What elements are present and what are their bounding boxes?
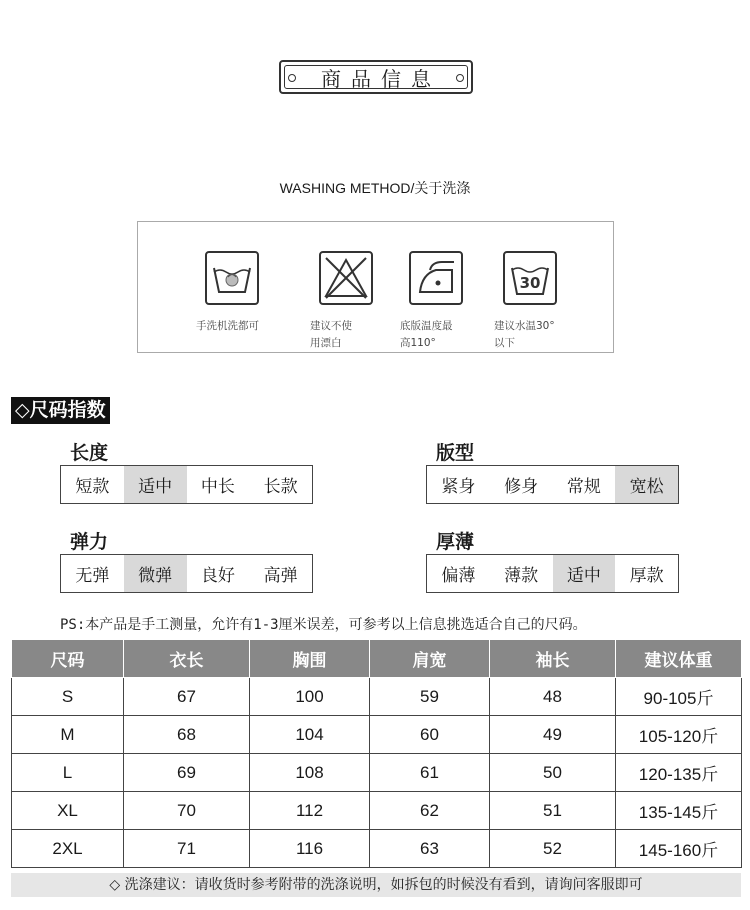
option: 薄款 [504, 566, 539, 586]
option-selected: 适中 [124, 466, 187, 503]
table-row [12, 716, 742, 754]
cell-weight: 135-145斤 [616, 792, 742, 830]
no-bleach-icon [318, 250, 374, 306]
header-chest: 胸围 [250, 640, 370, 678]
table-row [12, 754, 742, 792]
wash-item-hand-machine [196, 250, 286, 335]
option: 厚款 [629, 566, 664, 586]
cell-shoulder: 59 [370, 678, 490, 716]
elasticity-options [60, 554, 313, 593]
cell-weight: 90-105斤 [616, 678, 742, 716]
header-weight: 建议体重 [616, 640, 742, 678]
cell-shoulder: 60 [370, 716, 490, 754]
table-header-row [12, 640, 742, 678]
length-options [60, 465, 313, 504]
cell-shoulder: 62 [370, 792, 490, 830]
option: 中长 [200, 477, 235, 497]
cell-length: 69 [124, 754, 250, 792]
washing-instructions-box [137, 221, 614, 353]
cell-length: 71 [124, 830, 250, 868]
cell-size: M [12, 716, 124, 754]
washing-method-title: WASHING METHOD/关于洗涤 [279, 180, 471, 196]
cell-length: 67 [124, 678, 250, 716]
option-selected: 微弹 [124, 555, 187, 592]
option: 长款 [263, 477, 298, 497]
page-title: 商品信息 [321, 66, 441, 91]
option: 高弹 [263, 566, 298, 586]
size-index-heading: ◇尺码指数 [11, 397, 110, 424]
option: 紧身 [441, 477, 476, 497]
header-length: 衣长 [124, 640, 250, 678]
option: 修身 [504, 477, 539, 497]
option: 短款 [75, 477, 110, 497]
cell-weight: 105-120斤 [616, 716, 742, 754]
table-row [12, 792, 742, 830]
washing-advice-footer: ◇ 洗涤建议：请收货时参考附带的洗涤说明，如拆包的时候没有看到，请询问客服即可 [11, 873, 741, 897]
cell-chest: 100 [250, 678, 370, 716]
hand-machine-wash-icon [204, 250, 260, 306]
option-selected: 适中 [553, 555, 616, 592]
cell-chest: 108 [250, 754, 370, 792]
header-shoulder: 肩宽 [370, 640, 490, 678]
wash-caption: 手洗机洗都可 [196, 320, 259, 332]
cell-sleeve: 52 [490, 830, 616, 868]
iron-icon [408, 250, 464, 306]
table-row [12, 830, 742, 868]
group-title-elasticity: 弹力 [70, 531, 109, 553]
option: 无弹 [75, 566, 110, 586]
cell-size: XL [12, 792, 124, 830]
wash-caption: 底版温度最 高110° [400, 320, 453, 349]
option: 良好 [200, 566, 235, 586]
cell-sleeve: 50 [490, 754, 616, 792]
wash-caption: 建议水温30° 以下 [494, 320, 555, 349]
group-title-thickness: 厚薄 [436, 531, 475, 553]
thickness-options [426, 554, 679, 593]
cell-weight: 145-160斤 [616, 830, 742, 868]
cell-sleeve: 51 [490, 792, 616, 830]
cell-chest: 112 [250, 792, 370, 830]
cell-size: L [12, 754, 124, 792]
table-row [12, 678, 742, 716]
title-plaque [279, 60, 473, 94]
cell-length: 70 [124, 792, 250, 830]
header-size: 尺码 [12, 640, 124, 678]
wash-30-icon [502, 250, 558, 306]
wash-temp-label: 30 [519, 274, 541, 292]
plaque-dot-left [288, 74, 296, 82]
header-sleeve: 袖长 [490, 640, 616, 678]
group-title-fit: 版型 [436, 442, 475, 464]
cell-length: 68 [124, 716, 250, 754]
cell-sleeve: 49 [490, 716, 616, 754]
cell-chest: 116 [250, 830, 370, 868]
cell-shoulder: 61 [370, 754, 490, 792]
cell-sleeve: 48 [490, 678, 616, 716]
cell-shoulder: 63 [370, 830, 490, 868]
wash-caption: 建议不使 用漂白 [310, 320, 352, 349]
size-table [11, 639, 742, 868]
option: 偏薄 [441, 566, 476, 586]
fit-options [426, 465, 679, 504]
wash-item-no-bleach [310, 250, 400, 352]
cell-size: S [12, 678, 124, 716]
wash-item-iron [400, 250, 490, 352]
cell-size: 2XL [12, 830, 124, 868]
option: 常规 [566, 477, 601, 497]
cell-weight: 120-135斤 [616, 754, 742, 792]
wash-item-30-degrees [494, 250, 584, 352]
cell-chest: 104 [250, 716, 370, 754]
option-selected: 宽松 [615, 466, 678, 503]
group-title-length: 长度 [70, 442, 109, 464]
plaque-dot-right [456, 74, 464, 82]
measurement-note: PS:本产品是手工测量，允许有1-3厘米误差，可参考以上信息挑选适合自己的尺码。 [60, 617, 587, 633]
